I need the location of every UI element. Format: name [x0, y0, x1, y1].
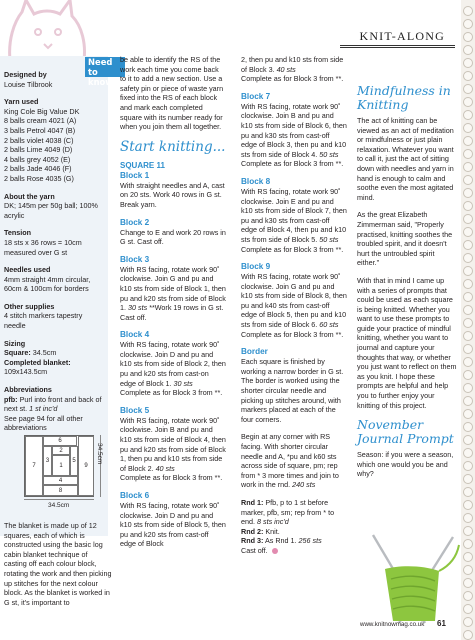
diagram-cell-4: 4 [43, 476, 78, 485]
border-ornament [463, 188, 473, 198]
sidebar-bottom-text: The blanket is made up of 12 squares, each of which is constructed using the basic log cabin blanket technique of casting off each colour block, rotating the work and then picking up stitches for the next colour block. As the blanket is worked in G st, it's important to [4, 521, 112, 607]
border-text: Each square is finished by working a narrow border in G st. The border is worked using the shorter circular needle and picking up stitches around, with markers placed at each of the four corners. [241, 357, 344, 424]
block-6-heading: Block 6 [120, 491, 150, 500]
block-5-text-end: Complete as for Block 3 from **. [120, 473, 223, 483]
about-yarn-text: DK; 145m per 50g ball; 100% acrylic [4, 201, 98, 220]
block-3-text: With RS facing, rotate work 90˚ clockwise. Join G and pu and k10 sts from side of Block 1, then pu and k20 sts from side of Block 1. [120, 264, 226, 313]
completed-label: Completed blanket: [4, 357, 71, 367]
rnd-1-inc: 8 sts inc'd [257, 517, 289, 527]
decorative-border-strip [461, 0, 475, 640]
border-ornament [463, 305, 473, 315]
block-7-count: 50 sts [319, 149, 339, 159]
rnd-2-text: Knit. [265, 526, 280, 536]
block-2-text: Change to E and work 20 rows in G st. Cast off. [120, 227, 226, 247]
border-ornament [463, 201, 473, 211]
rnd-2-label: Rnd 2: [241, 526, 264, 536]
border-ornament [463, 318, 473, 328]
designer-name: Louise Tilbrook [4, 79, 53, 89]
border-ornament [463, 266, 473, 276]
border-ornament [463, 97, 473, 107]
border-ornament [463, 461, 473, 471]
mindfulness-p2: As the great Elizabeth Zimmerman said, "Properly practised, knitting soothes the troubled spirit, and it doesn't hurt the untroubled spirit either." [357, 210, 453, 268]
border-ornament [463, 149, 473, 159]
border-ornament [463, 604, 473, 614]
border-ornament [463, 513, 473, 523]
border-ornament [463, 19, 473, 29]
abbrev-pfb-text: Purl into front and back of next st. [4, 394, 102, 414]
log-cabin-diagram [24, 435, 94, 497]
block-7-heading: Block 7 [241, 91, 271, 101]
border-ornament [463, 500, 473, 510]
journal-prompt-text: Season: if you were a season, which one would you be and why? [357, 450, 454, 479]
sizing-label: Sizing [4, 338, 26, 348]
pattern-column-3 [241, 55, 347, 556]
mindfulness-heading: Mindfulness in Knitting [357, 83, 451, 112]
block-1-heading: Block 1 [120, 170, 150, 180]
border-ornament [463, 370, 473, 380]
block-3-text-end: **Work 19 rows in G st. Cast off. [120, 303, 224, 322]
rnd-1-label: Rnd 1: [241, 497, 264, 507]
designed-by-label: Designed by [4, 70, 47, 79]
border-heading: Border [241, 347, 268, 357]
diagram-cell-3: 3 [43, 446, 52, 476]
yarn-line: 2 balls violet 4038 (C) [4, 135, 74, 145]
block-4-heading: Block 4 [120, 330, 150, 340]
border-ornament [463, 253, 473, 263]
diagram-cell-7: 7 [25, 436, 43, 496]
block-9-heading: Block 9 [241, 262, 271, 272]
border-ornament [463, 71, 473, 81]
border-ornament [463, 175, 473, 185]
diagram-cell-2: 2 [52, 446, 70, 455]
abbrev-pfb-inc: 1 st inc'd [29, 404, 58, 414]
abbrev-page-ref: See page 94 for all other abbreviations [4, 413, 83, 433]
mindfulness-p3: With that in mind I came up with a series of prompts that could be used as each square is being knitted. Whether you want to use these prompts to guide your practice of mindful knitting, whether you want to journal and capture your thoughts that way, or whether you just want to reflect on them as you knit. I hope these prompts are helpful and help you to further enjoy your knitting of this project. [357, 275, 457, 410]
pattern-column-2 [120, 55, 226, 557]
yarn-line: 2 balls Jade 4046 (F) [4, 164, 72, 174]
border-ornament [463, 162, 473, 172]
other-supplies-label: Other supplies [4, 301, 55, 311]
block-9-text: With RS facing, rotate work 90˚ clockwise. Join G and pu and k10 sts from side of Block 8, then pu and k40 sts from cast-off edge of Block 5, then pu and k10 sts from side of Block 6. [241, 272, 347, 330]
border-ornament [463, 110, 473, 120]
yarn-line: King Cole Big Value DK [4, 106, 80, 116]
diagram-cell-1: 1 [52, 455, 70, 476]
title-rule [340, 45, 455, 46]
rnd-1-text: Pfb, p to 1 st before marker, pfb, sm; rep from * to end. [241, 497, 335, 527]
border-ornament [463, 396, 473, 406]
block-8-text-end: Complete as for Block 3 from **. [241, 244, 344, 254]
border-ornament [463, 422, 473, 432]
square-heading: SQUARE 11 [120, 160, 165, 170]
block-4-text-end: Complete as for Block 3 from **. [120, 388, 223, 398]
border-ornament [463, 227, 473, 237]
mindfulness-column [357, 84, 457, 487]
border-ornament [463, 58, 473, 68]
yarn-line: 8 balls cream 4021 (A) [4, 116, 77, 126]
border-ornament [463, 591, 473, 601]
border-ornament [463, 630, 473, 640]
block-6-text-end: Complete as for Block 3 from **. [241, 74, 344, 84]
completed-value: 109x143.5cm [4, 367, 48, 377]
diagram-cell-9: 9 [78, 436, 94, 496]
mindfulness-p1: The act of knitting can be viewed as an act of meditation or mindfulness or just plain relaxation. Whatever you want to call it, just the act of sitting down with needles and yarn in hand is enough to calm and soothe even the most agitated mind. [357, 116, 454, 202]
start-knitting-heading: Start knitting... [120, 138, 226, 155]
intro-paragraph: be able to identify the RS of the work each time you come back to it to add a new section. Use a safety pin or piece of waste yarn fixed into the RS of each block and mark each completed square with its number ready for when you join them all together. [120, 55, 224, 132]
border-ornament [463, 474, 473, 484]
abbrev-pfb-term: pfb: [4, 394, 18, 404]
border-ornament [463, 539, 473, 549]
diagram-cell-6: 6 [43, 436, 77, 446]
border-ornament [463, 240, 473, 250]
needles-label: Needles used [4, 265, 51, 275]
border-ornament [463, 279, 473, 289]
yarn-used-label: Yarn used [4, 97, 39, 107]
border-ornament [463, 565, 473, 575]
block-6-count: 40 sts [276, 64, 296, 74]
section-title: KNIT-ALONG [359, 29, 445, 43]
border-ornament [463, 6, 473, 16]
knitting-needles-image [365, 525, 461, 627]
title-rule-secondary [340, 47, 455, 48]
square-size-label: Square: [4, 348, 31, 358]
diagram-cell-8: 8 [43, 485, 78, 496]
border-ornament [463, 357, 473, 367]
rnd-3-label: Rnd 3: [241, 536, 264, 546]
border-ornament [463, 214, 473, 224]
border-ornament [463, 617, 473, 627]
block-3-count: 30 sts [128, 303, 148, 313]
dimension-line-horizontal [24, 499, 94, 500]
block-9-text-end: Complete as for Block 3 from **. [241, 329, 344, 339]
block-9-count: 60 sts [319, 320, 339, 330]
yarn-line: 2 balls Rose 4035 (G) [4, 173, 74, 183]
block-8-text: With RS facing, rotate work 90˚ clockwise. Join E and pu and k10 sts from side of Block 7, then pu and k30 sts from cast-off edge of Block 4, then pu and k10 sts from side of Block 5. [241, 186, 347, 244]
block-4-count: 30 sts [173, 378, 193, 388]
other-supplies-text: 4 stitch markers tapestry needle [4, 311, 83, 331]
square-size-value: 34.5cm [32, 348, 57, 358]
border-ornament [463, 84, 473, 94]
sidebar-column [4, 56, 104, 441]
border-ornament [463, 344, 473, 354]
border-ornament [463, 409, 473, 419]
block-1-text: With straight needles and A, cast on 20 sts. Work 40 rows in G st. Break yarn. [120, 180, 225, 209]
block-5-text: With RS facing, rotate work 90˚ clockwise. Join B and pu and k10 sts from side of Block 4, then pu and k20 sts from side of Block 1, then pu and k10 sts from side of Block 2. [120, 415, 226, 473]
border-ornament [463, 136, 473, 146]
yarn-line: 2 balls Lime 4049 (D) [4, 145, 73, 155]
end-bullet-icon [272, 548, 278, 554]
border-ornament [463, 526, 473, 536]
border-ornament [463, 123, 473, 133]
block-6-text: With RS facing, rotate work 90˚ clockwise. Join D and pu and k10 sts from side of Block 5, then pu and k20 sts from cast-off edge of Block [120, 501, 226, 549]
dimension-label-vertical: 34.5cm [96, 443, 103, 465]
diagram-cell-5: 5 [70, 446, 78, 476]
block-2-heading: Block 2 [120, 217, 150, 227]
border-text-2: Begin at any corner with RS facing. With shorter circular needle and A, *pu and k60 sts across side of square, pm; rep from * 3 more times and join to work in the rnd. [241, 432, 339, 490]
abbreviations-label: Abbreviations [4, 385, 52, 395]
block-5-heading: Block 5 [120, 405, 150, 415]
needles-text: 4mm straight 4mm circular, 60cm & 100cm for borders [4, 274, 91, 294]
yarn-line: 3 balls Petrol 4047 (B) [4, 125, 76, 135]
border-ornament [463, 578, 473, 588]
about-yarn-label: About the yarn [4, 191, 55, 201]
tension-label: Tension [4, 228, 32, 238]
border-ornament [463, 552, 473, 562]
block-7-text-end: Complete as for Block 3 from **. [241, 159, 344, 169]
yarn-line: 4 balls grey 4052 (E) [4, 154, 71, 164]
block-8-heading: Block 8 [241, 176, 271, 186]
block-4-text: With RS facing, rotate work 90˚ clockwise. Join D and pu and k10 sts from side of Block 2, then pu and k20 sts from cast-on edge of Block 1. [120, 340, 226, 388]
journal-prompt-heading: November Journal Prompt [357, 417, 454, 447]
block-7-text: With RS facing, rotate work 90˚ clockwise. Join B and pu and k10 sts from side of Block 6, then pu and k30 sts from cast-off edge of Block 3, then pu and k10 sts from side of Block 4. [241, 101, 347, 159]
rnd-3-text: As Rnd 1. [264, 536, 297, 546]
tension-text: 18 sts x 36 rows = 10cm measured over G st [4, 237, 82, 257]
block-5-count: 40 sts [155, 463, 175, 473]
border-ornament [463, 487, 473, 497]
block-8-count: 50 sts [319, 234, 339, 244]
border-ornament [463, 448, 473, 458]
border-ornament [463, 331, 473, 341]
rnd-3-count: 256 sts [298, 536, 322, 546]
block-3-heading: Block 3 [120, 254, 150, 264]
need-to-know-badge: Need to know... [85, 57, 125, 77]
border-ornament [463, 435, 473, 445]
page-number: 61 [437, 619, 446, 628]
border-ornament [463, 32, 473, 42]
footer-url: www.knitnowmag.co.uk [360, 621, 425, 628]
block-6-continued: 2, then pu and k10 sts from side of Block 3. [241, 55, 344, 74]
border-ornament [463, 292, 473, 302]
rnd-3-text-end: Cast off. [241, 545, 268, 555]
border-count: 240 sts [292, 480, 316, 490]
border-ornament [463, 45, 473, 55]
dimension-label-horizontal: 34.5cm [48, 502, 70, 509]
border-ornament [463, 383, 473, 393]
